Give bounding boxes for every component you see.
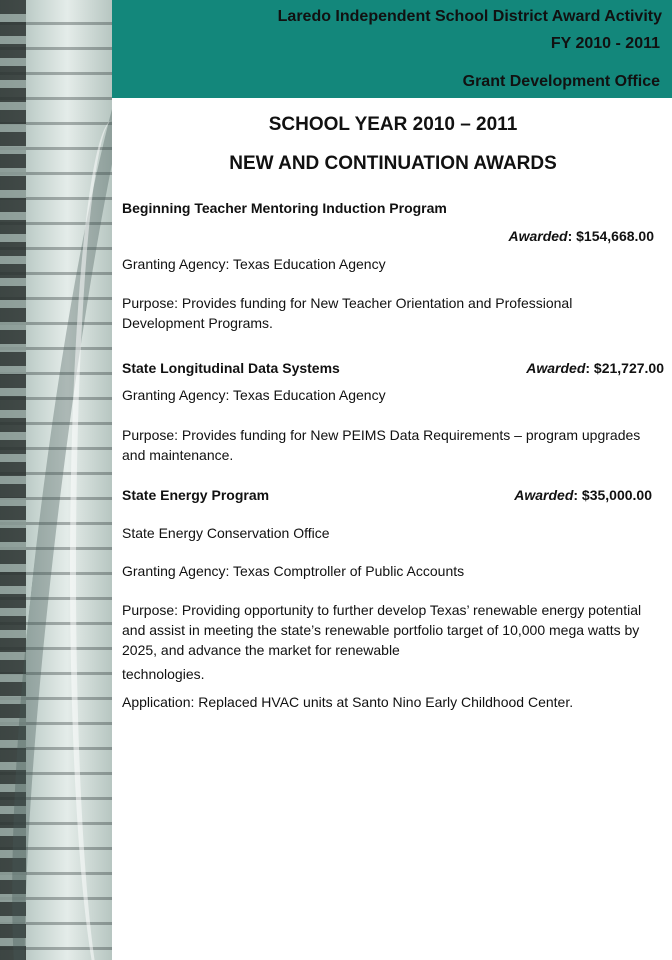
program-2-agency: Granting Agency: Texas Education Agency — [122, 387, 386, 403]
program-1-purpose: Purpose: Provides funding for New Teacher Orientation and Professional Development Programs. — [122, 295, 573, 331]
program-2-name: State Longitudinal Data Systems — [122, 360, 340, 376]
page-header — [112, 0, 672, 98]
header-title: Laredo Independent School District Award Activity — [277, 8, 662, 25]
program-1-name: Beginning Teacher Mentoring Induction Program — [122, 200, 447, 216]
program-3-office: State Energy Conservation Office — [122, 525, 330, 541]
program-3-purpose: Purpose: Providing opportunity to further develop Texas’ renewable energy potential and assist in meeting the state’s renewable portfolio target of 10,000 mega watts by 2025, and advance the market for renewable — [122, 602, 642, 658]
program-1-award-value: : $154,668.00 — [567, 228, 654, 244]
program-3-award — [514, 485, 652, 505]
school-year-title: SCHOOL YEAR 2010 – 2011 — [268, 114, 518, 135]
program-3-award-value: : $35,000.00 — [573, 487, 652, 503]
program-3-agency: Granting Agency: Texas Comptroller of Public Accounts — [122, 563, 465, 579]
program-2-award-label: Awarded — [526, 360, 586, 376]
program-3-award-label: Awarded — [514, 487, 574, 503]
program-3-purpose-end: technologies. — [122, 666, 205, 682]
program-2-award — [526, 358, 664, 378]
program-1-award-label: Awarded — [508, 228, 568, 244]
header-fiscal-year: FY 2010 - 2011 — [550, 35, 660, 52]
program-2-purpose: Purpose: Provides funding for New PEIMS Data Requirements – program upgrades and maintenance. — [122, 427, 641, 463]
awards-title: NEW AND CONTINUATION AWARDS — [229, 153, 557, 174]
program-2-award-value: : $21,727.00 — [585, 360, 664, 376]
program-1-agency: Granting Agency: Texas Education Agency — [122, 256, 386, 272]
program-3-application: Application: Replaced HVAC units at Santo Nino Early Childhood Center. — [122, 694, 574, 710]
header-office: Grant Development Office — [462, 73, 660, 90]
decorative-sidebar — [0, 0, 112, 960]
program-3-name: State Energy Program — [122, 487, 270, 503]
program-1-award — [508, 226, 654, 246]
